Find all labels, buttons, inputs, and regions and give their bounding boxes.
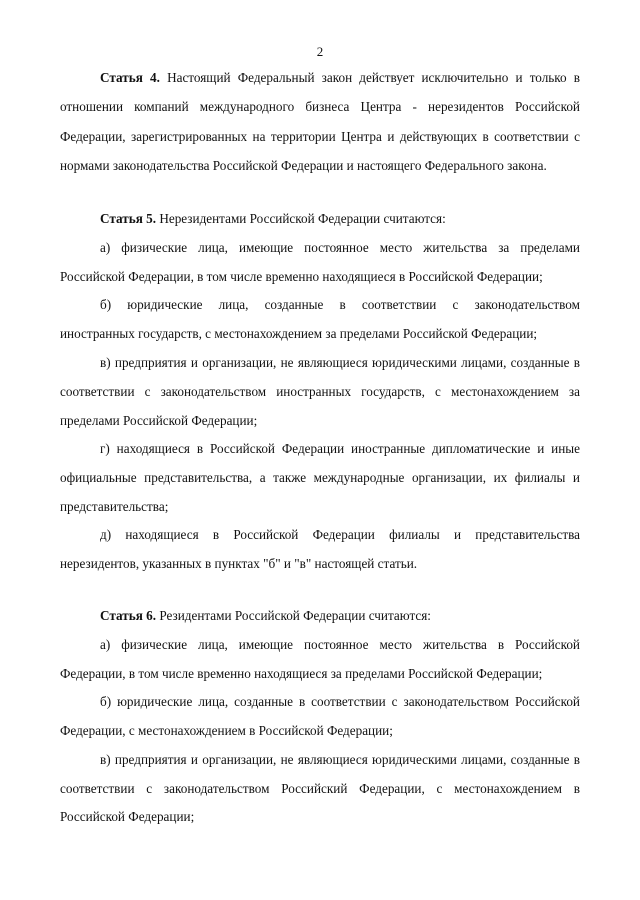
article-5-item-g-line-2: официальные представительства, а также международные организации, их филиалы и: [60, 470, 580, 485]
article-4-text-1: Настоящий Федеральный закон действует исключительно и только в: [167, 70, 581, 85]
article-4-line-1: [100, 70, 580, 86]
article-5-heading: [100, 211, 580, 227]
article-5-item-a-line-1: а) физические лица, имеющие постоянное место жительства за пределами: [100, 240, 580, 255]
page-number: 2: [316, 44, 324, 59]
article-4-line-4: нормами законодательства Российской Федерации и настоящего Федерального закона.: [60, 158, 547, 173]
article-5-intro: Нерезидентами Российской Федерации считаются:: [159, 211, 446, 226]
article-6-item-v-line-2: соответствии с законодательством Российский Федерации, с местонахождением в: [60, 781, 580, 796]
article-6-item-a-line-1: а) физические лица, имеющие постоянное место жительства в Российской: [100, 637, 580, 652]
article-5-item-g-line-3: представительства;: [60, 499, 169, 514]
article-6-heading: [100, 608, 580, 624]
article-6-item-v-line-3: Российской Федерации;: [60, 809, 195, 824]
article-6-item-a-line-2: Федерации, в том числе временно находящиеся за пределами Российской Федерации;: [60, 666, 543, 681]
article-5-item-g-line-1: г) находящиеся в Российской Федерации иностранные дипломатические и иные: [100, 441, 580, 456]
article-5-item-d-line-2: нерезидентов, указанных в пунктах "б" и "в" настоящей статьи.: [60, 556, 418, 571]
article-4-line-3: Федерации, зарегистрированных на территории Центра и действующих в соответствии с: [60, 129, 580, 144]
article-5-item-v-line-3: пределами Российской Федерации;: [60, 413, 258, 428]
article-6-item-v-line-1: в) предприятия и организации, не являющиеся юридическими лицами, созданные в: [100, 752, 580, 767]
article-5-item-a-line-2: Российской Федерации, в том числе временно находящиеся в Российской Федерации;: [60, 269, 543, 284]
article-6-item-b-line-2: Федерации, с местонахождением в Российской Федерации;: [60, 723, 393, 738]
article-6-title: Статья 6.: [100, 608, 157, 623]
article-4-title: Статья 4.: [100, 70, 160, 85]
article-5-item-d-line-1: д) находящиеся в Российской Федерации филиалы и представительства: [100, 527, 580, 542]
article-6-item-b-line-1: б) юридические лица, созданные в соответствии с законодательством Российской: [100, 694, 580, 709]
article-6-intro: Резидентами Российской Федерации считаются:: [159, 608, 431, 623]
article-5-item-b-line-1: б) юридические лица, созданные в соответствии с законодательством: [100, 297, 580, 312]
article-5-item-b-line-2: иностранных государств, с местонахождением за пределами Российской Федерации;: [60, 326, 538, 341]
article-5-item-v-line-2: соответствии с законодательством иностранных государств, с местонахождением за: [60, 384, 580, 399]
article-5-item-v-line-1: в) предприятия и организации, не являющиеся юридическими лицами, созданные в: [100, 355, 580, 370]
article-5-title: Статья 5.: [100, 211, 157, 226]
article-4-line-2: отношении компаний международного бизнеса Центра - нерезидентов Российской: [60, 99, 580, 114]
